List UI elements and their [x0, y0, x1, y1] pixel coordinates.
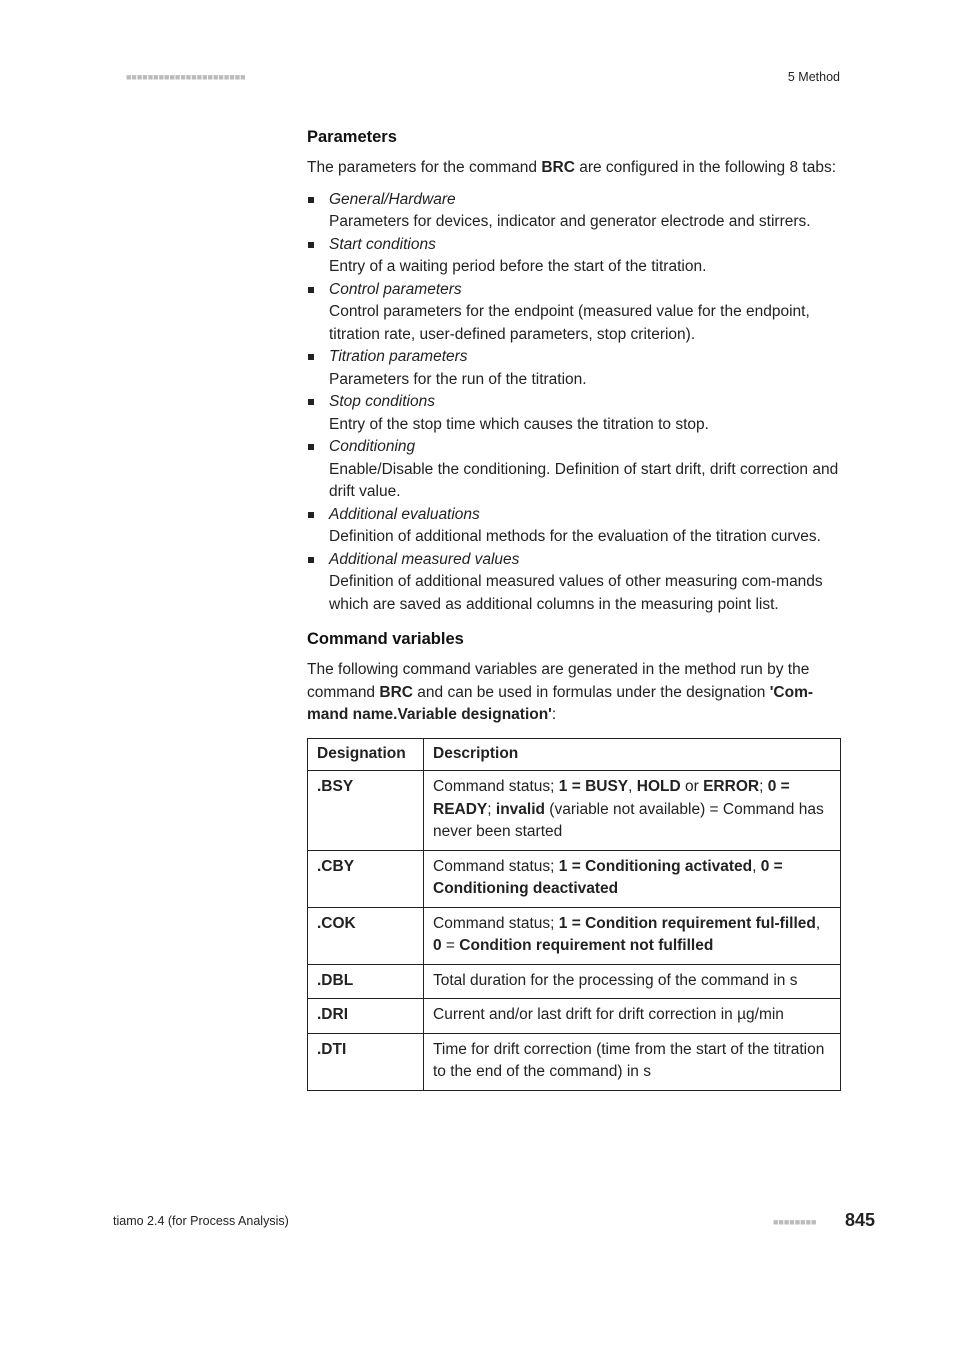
- bullet-icon: [308, 444, 314, 450]
- column-header: Designation: [308, 738, 424, 771]
- list-item: [307, 346, 841, 391]
- bold-text: 1 = Condition requirement ful-filled: [558, 914, 816, 932]
- variable-designation: .DRI: [308, 999, 424, 1034]
- bold-text: ERROR: [703, 778, 760, 795]
- parameters-intro: [307, 157, 841, 180]
- text-run: or: [680, 778, 704, 795]
- bullet-icon: [308, 197, 314, 203]
- variable-designation: .CBY: [308, 850, 424, 907]
- bullet-icon: [308, 354, 314, 360]
- variable-description: [424, 1033, 841, 1090]
- list-item: [307, 436, 841, 504]
- tab-description: Definition of additional measured values of other measuring com-mands which are saved as additional columns in the measuring point list.: [329, 573, 823, 613]
- list-item: [307, 391, 841, 436]
- tab-description: Control parameters for the endpoint (measured value for the endpoint, titration rate, user-defined parameters, stop criterion).: [329, 303, 810, 343]
- text-run: The following command variables are generated in the method run by the command: [307, 661, 810, 701]
- text-run: ,: [752, 857, 761, 875]
- bold-text: 1 = BUSY: [558, 778, 629, 795]
- list-item: [307, 234, 841, 279]
- text-run: are configured in the following 8 tabs:: [574, 159, 836, 176]
- text-run: Current and/or last drift for drift correction in µg/min: [433, 1006, 784, 1023]
- text-run: Command status;: [433, 778, 559, 795]
- chapter-title: 5 Method: [787, 70, 840, 84]
- variable-description: [424, 999, 841, 1034]
- tab-name: Additional measured values: [329, 550, 520, 568]
- variable-designation: .DBL: [308, 964, 424, 999]
- column-header: Description: [424, 738, 841, 771]
- variable-designation: .BSY: [308, 771, 424, 851]
- command-variables-table: [307, 738, 841, 1091]
- bullet-icon: [308, 557, 314, 563]
- table-row: [308, 964, 841, 999]
- tab-description: Parameters for the run of the titration.: [329, 370, 587, 388]
- text-run: ,: [815, 914, 821, 932]
- bold-text: 0 = READY: [433, 778, 790, 818]
- tab-name: Control parameters: [329, 280, 462, 298]
- tab-description: Enable/Disable the conditioning. Definition of start drift, drift correction and drift value.: [329, 460, 839, 500]
- text-run: Total duration for the processing of the command in s: [433, 971, 798, 989]
- list-item: [307, 504, 841, 549]
- tab-description: Entry of a waiting period before the start of the titration.: [329, 258, 707, 275]
- table-row: [308, 850, 841, 907]
- main-content: [307, 126, 841, 1091]
- tab-description: Definition of additional methods for the evaluation of the titration curves.: [329, 528, 821, 545]
- variable-designation: .DTI: [308, 1033, 424, 1090]
- tab-description: Entry of the stop time which causes the titration to stop.: [329, 415, 709, 433]
- bullet-icon: [308, 512, 314, 518]
- list-item: [307, 279, 841, 347]
- footer-decoration: ■■■■■■■■: [773, 1217, 817, 1227]
- bold-text: 1 = Conditioning activated: [558, 857, 753, 875]
- product-name: tiamo 2.4 (for Process Analysis): [113, 1214, 289, 1228]
- parameters-heading: Parameters: [307, 128, 397, 146]
- tab-name: Conditioning: [329, 438, 416, 455]
- tab-description: Parameters for devices, indicator and generator electrode and stirrers.: [329, 213, 811, 230]
- command-variables-intro: [307, 659, 841, 727]
- page-number: 845: [845, 1210, 876, 1230]
- text-run: ;: [487, 800, 496, 818]
- table-row: [308, 999, 841, 1034]
- text-run: ,: [628, 778, 637, 795]
- bold-text: 0: [433, 937, 442, 954]
- text-run: =: [441, 937, 460, 954]
- bold-text: 0 = Conditioning deactivated: [433, 857, 783, 897]
- bold-text: BRC: [379, 683, 413, 701]
- command-variables-heading: Command variables: [307, 630, 464, 648]
- variable-designation: .COK: [308, 907, 424, 964]
- tab-name: Stop conditions: [329, 393, 435, 410]
- bold-text: 'Com-mand name.Variable designation': [307, 683, 814, 723]
- bold-text: HOLD: [636, 778, 681, 795]
- tab-name: Titration parameters: [329, 348, 468, 365]
- text-run: (variable not available) = Command has never been started: [433, 800, 824, 840]
- table-row: [308, 771, 841, 851]
- tab-name: Start conditions: [329, 235, 436, 253]
- table-header-row: [308, 738, 841, 771]
- tabs-list: [307, 189, 841, 617]
- variable-description: [424, 907, 841, 964]
- table-row: [308, 1033, 841, 1090]
- variable-description: [424, 850, 841, 907]
- tab-name: Additional evaluations: [329, 505, 480, 523]
- tab-name: General/Hardware: [329, 190, 456, 208]
- bold-text: BRC: [541, 159, 575, 176]
- table-row: [308, 907, 841, 964]
- text-run: Command status;: [433, 857, 559, 875]
- list-item: [307, 189, 841, 234]
- variable-description: [424, 771, 841, 851]
- bold-text: Condition requirement not fulfilled: [459, 937, 714, 954]
- header-decoration: ■■■■■■■■■■■■■■■■■■■■■■: [126, 72, 246, 82]
- text-run: The parameters for the command: [307, 159, 542, 176]
- text-run: Time for drift correction (time from the start of the titration to the end of the command) in s: [433, 1040, 825, 1080]
- text-run: ;: [759, 778, 768, 795]
- bold-text: invalid: [495, 800, 545, 818]
- variable-description: [424, 964, 841, 999]
- list-item: [307, 549, 841, 617]
- text-run: :: [551, 706, 557, 723]
- text-run: and can be used in formulas under the designation: [412, 683, 770, 701]
- text-run: Command status;: [433, 914, 559, 932]
- bullet-icon: [308, 242, 314, 248]
- bullet-icon: [308, 399, 314, 405]
- bullet-icon: [308, 287, 314, 293]
